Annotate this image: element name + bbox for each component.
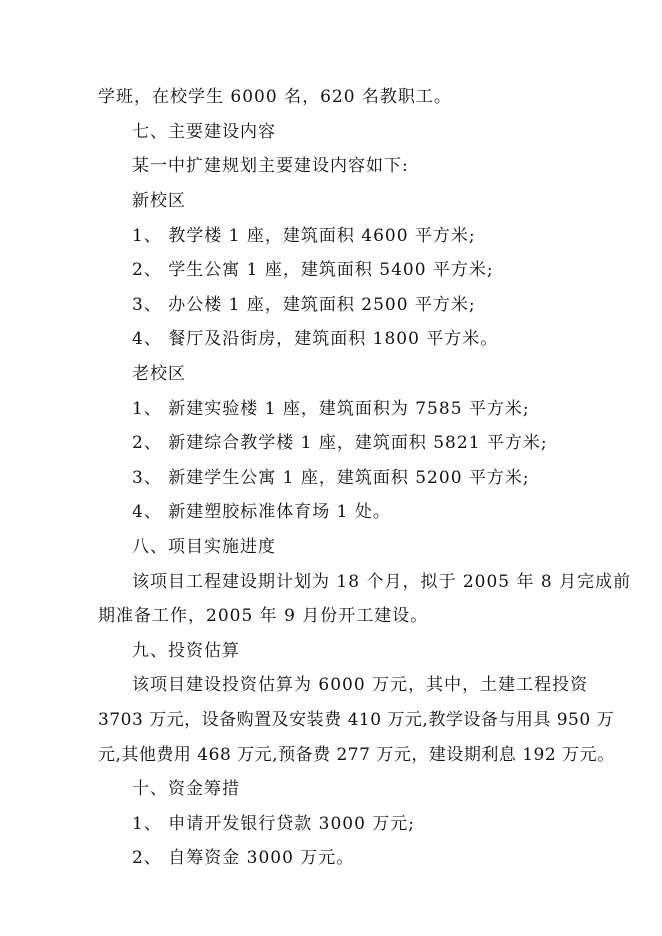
subheading-new-campus: 新校区 [132, 191, 186, 211]
list-item: 3、 新建学生公寓 1 座，建筑面积 5200 平方米; [132, 468, 530, 488]
subheading-old-campus: 老校区 [132, 364, 186, 384]
paragraph-schedule-line-2: 期准备工作，2005 年 9 月份开工建设。 [98, 606, 429, 626]
section-heading-9: 九、投资估算 [132, 641, 240, 661]
paragraph-intro: 某一中扩建规划主要建设内容如下: [132, 156, 409, 176]
paragraph-schedule-line-1: 该项目工程建设期计划为 18 个月，拟于 2005 年 8 月完成前 [132, 572, 632, 592]
list-item: 2、 学生公寓 1 座，建筑面积 5400 平方米; [132, 260, 494, 280]
list-item: 2、 自筹资金 3000 万元。 [132, 848, 355, 868]
list-item: 1、 新建实验楼 1 座，建筑面积为 7585 平方米; [132, 399, 530, 419]
list-item: 3、 办公楼 1 座，建筑面积 2500 平方米; [132, 295, 476, 315]
list-item: 1、 教学楼 1 座，建筑面积 4600 平方米; [132, 226, 476, 246]
section-heading-7: 七、主要建设内容 [132, 122, 276, 142]
paragraph-investment-line-1: 该项目建设投资估算为 6000 万元，其中，土建工程投资 [132, 675, 589, 695]
section-heading-10: 十、资金筹措 [132, 779, 240, 799]
list-item: 4、 餐厅及沿街房，建筑面积 1800 平方米。 [132, 329, 499, 349]
list-item: 4、 新建塑胶标准体育场 1 处。 [132, 502, 391, 522]
list-item: 2、 新建综合教学楼 1 座，建筑面积 5821 平方米; [132, 433, 548, 453]
paragraph-continuation: 学班，在校学生 6000 名，620 名教职工。 [98, 87, 452, 107]
paragraph-investment-line-2: 3703 万元，设备购置及安装费 410 万元,教学设备与用具 950 万 [98, 710, 615, 730]
section-heading-8: 八、项目实施进度 [132, 537, 276, 557]
list-item: 1、 申请开发银行贷款 3000 万元; [132, 814, 416, 834]
paragraph-investment-line-3: 元,其他费用 468 万元,预备费 277 万元，建设期利息 192 万元。 [98, 745, 615, 765]
